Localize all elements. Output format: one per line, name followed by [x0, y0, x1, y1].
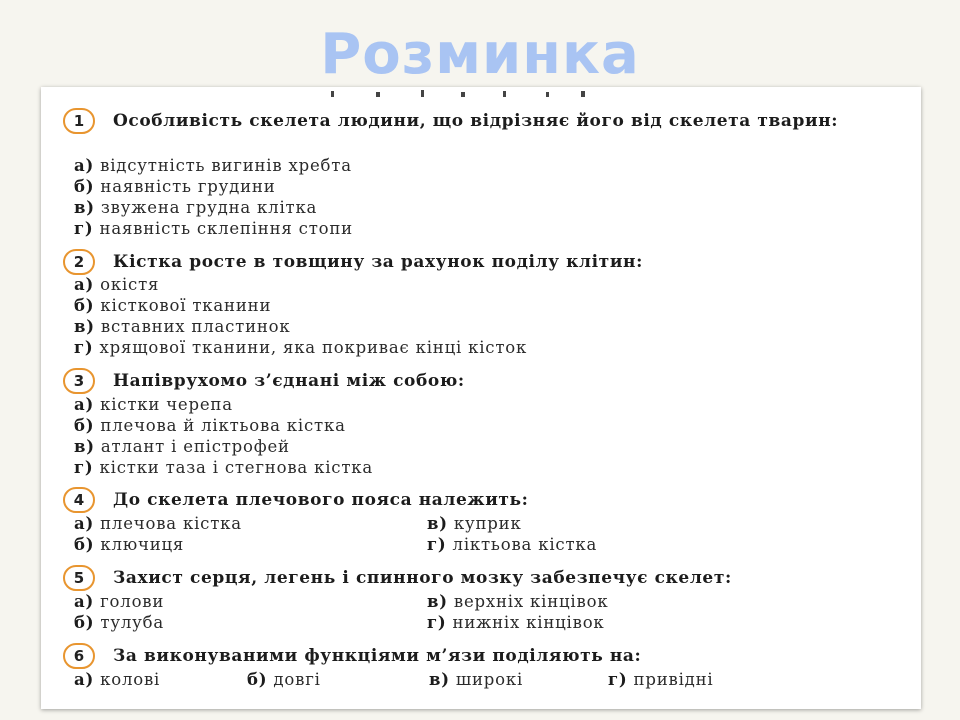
- option-c: в) куприк: [427, 514, 522, 533]
- option-a: а) колові: [74, 670, 161, 689]
- cropped-text-fragment: [41, 87, 921, 101]
- question-2: [41, 249, 921, 357]
- option-d: г) нижніх кінцівок: [427, 613, 605, 632]
- option-b: б) плечова й ліктьова кістка: [74, 416, 346, 435]
- question-number-badge: 3: [63, 368, 95, 394]
- question-text: Кістка росте в товщину за рахунок поділу клітин:: [113, 252, 643, 272]
- option-a: а) відсутність вигинів хребта: [74, 156, 352, 175]
- question-5: [41, 565, 921, 632]
- option-a: а) кістки черепа: [74, 395, 233, 414]
- question-number-badge: 2: [63, 249, 95, 275]
- question-number-badge: 1: [63, 108, 95, 134]
- option-b: б) ключиця: [74, 535, 185, 554]
- option-a: а) окістя: [74, 275, 160, 294]
- question-1: [41, 108, 921, 238]
- question-3: [41, 368, 921, 477]
- question-4: [41, 487, 921, 554]
- question-text: Напіврухомо з’єднані між собою:: [113, 371, 465, 391]
- question-number-badge: 5: [63, 565, 95, 591]
- option-b: б) наявність грудини: [74, 177, 276, 196]
- question-text: Захист серця, легень і спинного мозку забезпечує скелет:: [113, 568, 732, 588]
- option-c: в) верхніх кінцівок: [427, 592, 609, 611]
- question-text: Особливість скелета людини, що відрізняє його від скелета тварин:: [113, 111, 839, 131]
- option-d: г) привідні: [608, 670, 714, 689]
- option-c: в) вставних пластинок: [74, 317, 291, 336]
- option-a: а) голови: [74, 592, 165, 611]
- question-text: За виконуваними функціями м’язи поділяють на:: [113, 646, 642, 666]
- option-b: б) тулуба: [74, 613, 165, 632]
- scanned-worksheet: [41, 87, 921, 709]
- slide-title: Розминка: [320, 22, 640, 87]
- option-b: б) довгі: [247, 670, 321, 689]
- option-d: г) кістки таза і стегнова кістка: [74, 458, 374, 477]
- option-a: а) плечова кістка: [74, 514, 242, 533]
- question-number-badge: 4: [63, 487, 95, 513]
- option-c: в) атлант і епістрофей: [74, 437, 290, 456]
- option-d: г) ліктьова кістка: [427, 535, 598, 554]
- option-d: г) хрящової тканини, яка покриває кінці кісток: [74, 338, 528, 357]
- question-number-badge: 6: [63, 643, 95, 669]
- question-6: [41, 643, 921, 689]
- question-text: До скелета плечового пояса належить:: [113, 490, 529, 510]
- option-d: г) наявність склепіння стопи: [74, 219, 353, 238]
- option-b: б) кісткової тканини: [74, 296, 272, 315]
- option-c: в) звужена грудна клітка: [74, 198, 318, 217]
- option-c: в) широкі: [429, 670, 524, 689]
